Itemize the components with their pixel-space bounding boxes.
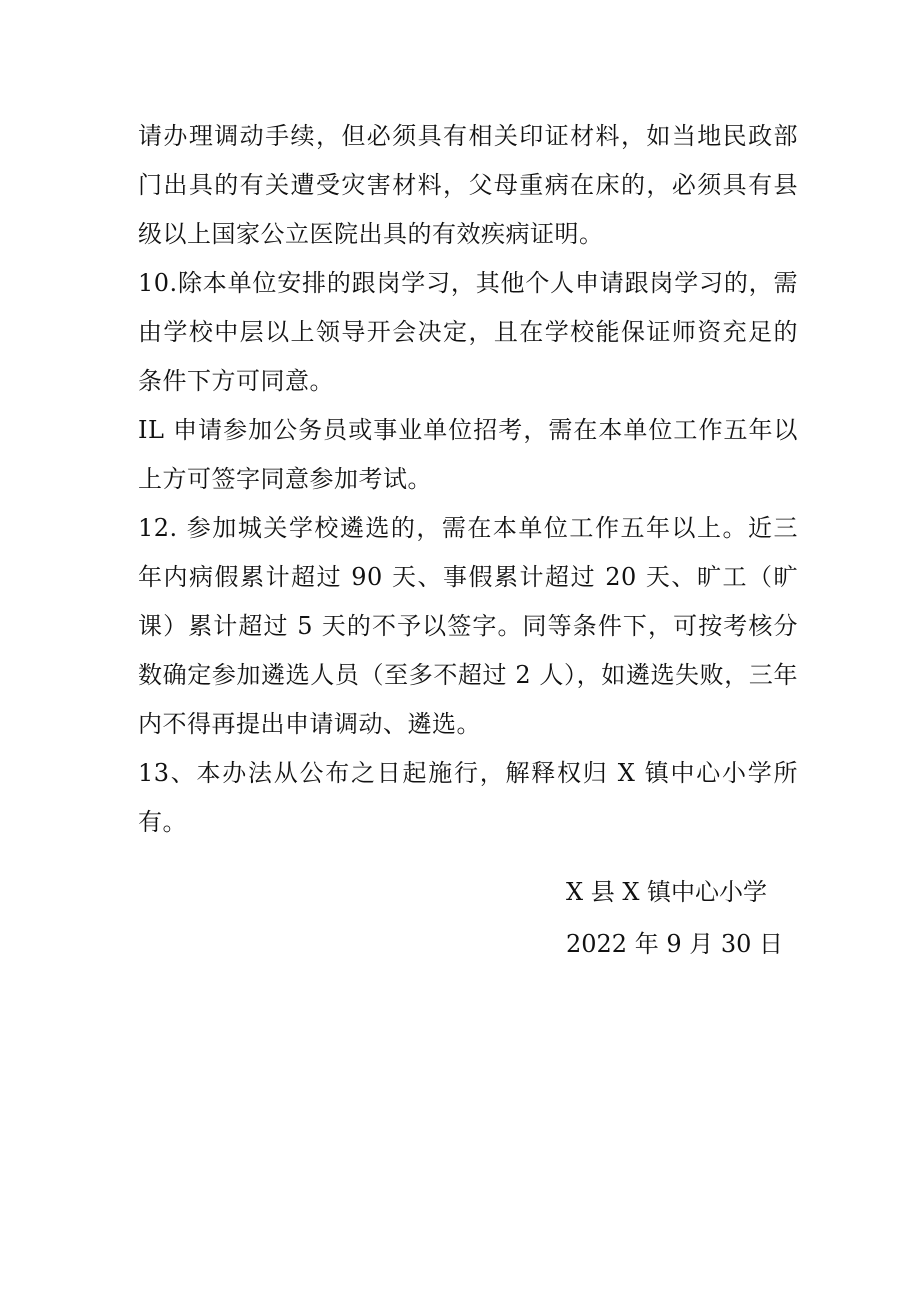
paragraph-continuation: 请办理调动手续，但必须具有相关印证材料，如当地民政部门出具的有关遭受灾害材料，父母重病在床的，必须具有县级以上国家公立医院出具的有效疾病证明。 [138,122,798,248]
paragraph-item-10: 10.除本单位安排的跟岗学习，其他个人申请跟岗学习的，需由学校中层以上领导开会决定，且在学校能保证师资充足的条件下方可同意。 [138,269,798,395]
paragraph-item-12: 12. 参加城关学校遴选的，需在本单位工作五年以上。近三年内病假累计超过 90 天、事假累计超过 20 天、旷工（旷课）累计超过 5 天的不予以签字。同等条件下，可按考核分数确定参加遴选人员（至多不超过 2 人），如遴选失败，三年内不得再提出申请调动、遴选。 [138,514,798,738]
signature-block [566,866,806,970]
signature-organization: X 县 X 镇中心小学 [566,878,768,906]
paragraph-item-13: 13、本办法从公布之日起施行，解释权归 X 镇中心小学所有。 [138,759,798,836]
signature-date: 2022 年 9 月 30 日 [566,930,784,958]
document-body [138,112,798,847]
paragraph-item-11: IL 申请参加公务员或事业单位招考，需在本单位工作五年以上方可签字同意参加考试。 [138,416,798,493]
